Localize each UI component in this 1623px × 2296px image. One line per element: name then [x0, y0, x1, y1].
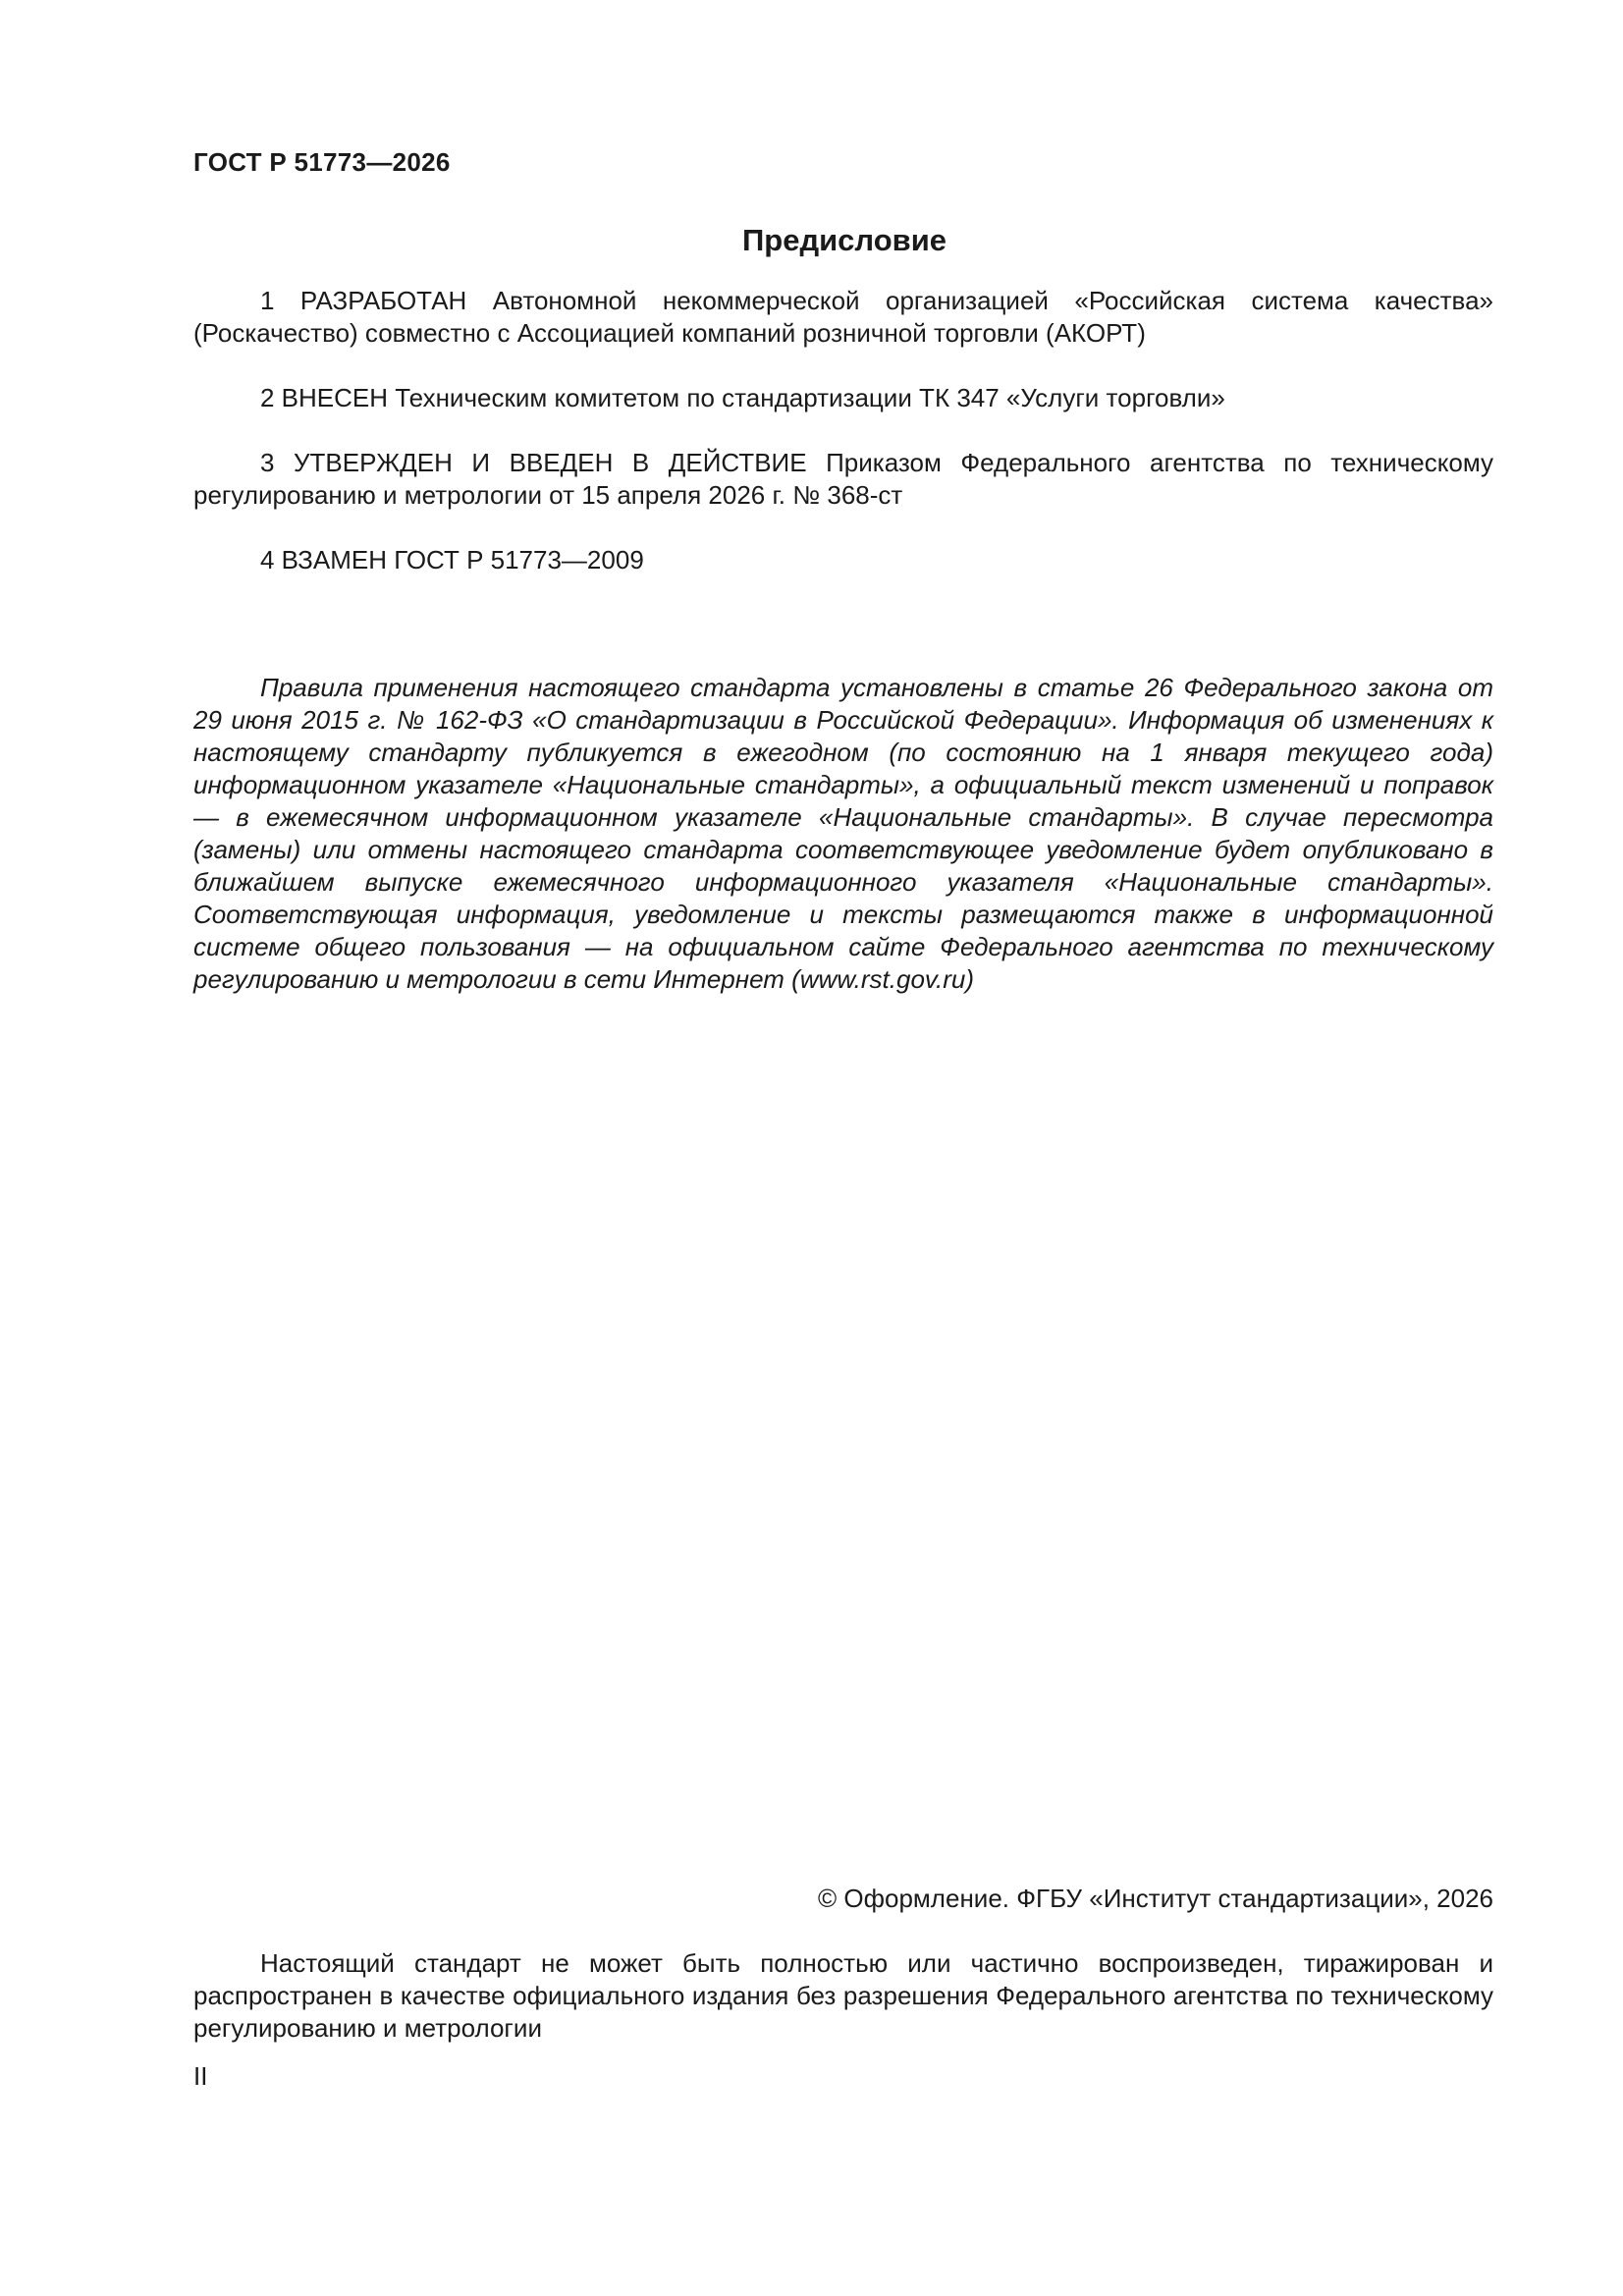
preface-item-approved: 3 УТВЕРЖДЕН И ВВЕДЕН В ДЕЙСТВИЕ Приказом Федерального агентства по техническому регулированию и метрологии от 15 апреля 2026 г. № 368-ст	[193, 448, 1493, 510]
reproduction-restriction: Настоящий стандарт не может быть полностью или частично воспроизведен, тиражирован и распространен в качестве официального издания без разрешения Федерального агентства по техническому регулированию и метрологии	[193, 1948, 1493, 2043]
preface-item-introduced: 2 ВНЕСЕН Техническим комитетом по стандартизации ТК 347 «Услуги торговли»	[260, 383, 1225, 412]
page-number: II	[193, 2061, 208, 2091]
preface-item-developed: 1 РАЗРАБОТАН Автономной некоммерческой организацией «Российская система качества» (Роскачество) совместно с Ассоциацией компаний розничной торговли (АКОРТ)	[193, 286, 1493, 348]
preface-item-replaces: 4 ВЗАМЕН ГОСТ Р 51773—2009	[260, 545, 644, 574]
preface-items	[193, 285, 1493, 609]
copyright-line: © Оформление. ФГБУ «Институт стандартизации», 2026	[818, 1884, 1493, 1913]
document-code: ГОСТ Р 51773—2026	[193, 147, 451, 177]
page-title: Предисловие	[741, 223, 947, 257]
application-rules-notice: Правила применения настоящего стандарта установлены в статье 26 Федерального закона от 29 июня 2015 г. № 162-ФЗ «О стандартизации в Российской Федерации». Информация об изменениях к настоящему стандарту публикуется в ежегодном (по состоянию на 1 января текущего года) информационном указателе «Национальные стандарты», а официальный текст изменений и поправок — в ежемесячном информационном указателе «Национальные стандарты». В случае пересмотра (замены) или отмены настоящего стандарта соответствующее уведомление будет опубликовано в ближайшем выпуске ежемесячного информационного указателя «Национальные стандарты». Соответствующая информация, уведомление и тексты размещаются также в информационной системе общего пользования — на официальном сайте Федерального агентства по техническому регулированию и метрологии в сети Интернет (www.rst.gov.ru)	[193, 673, 1493, 994]
